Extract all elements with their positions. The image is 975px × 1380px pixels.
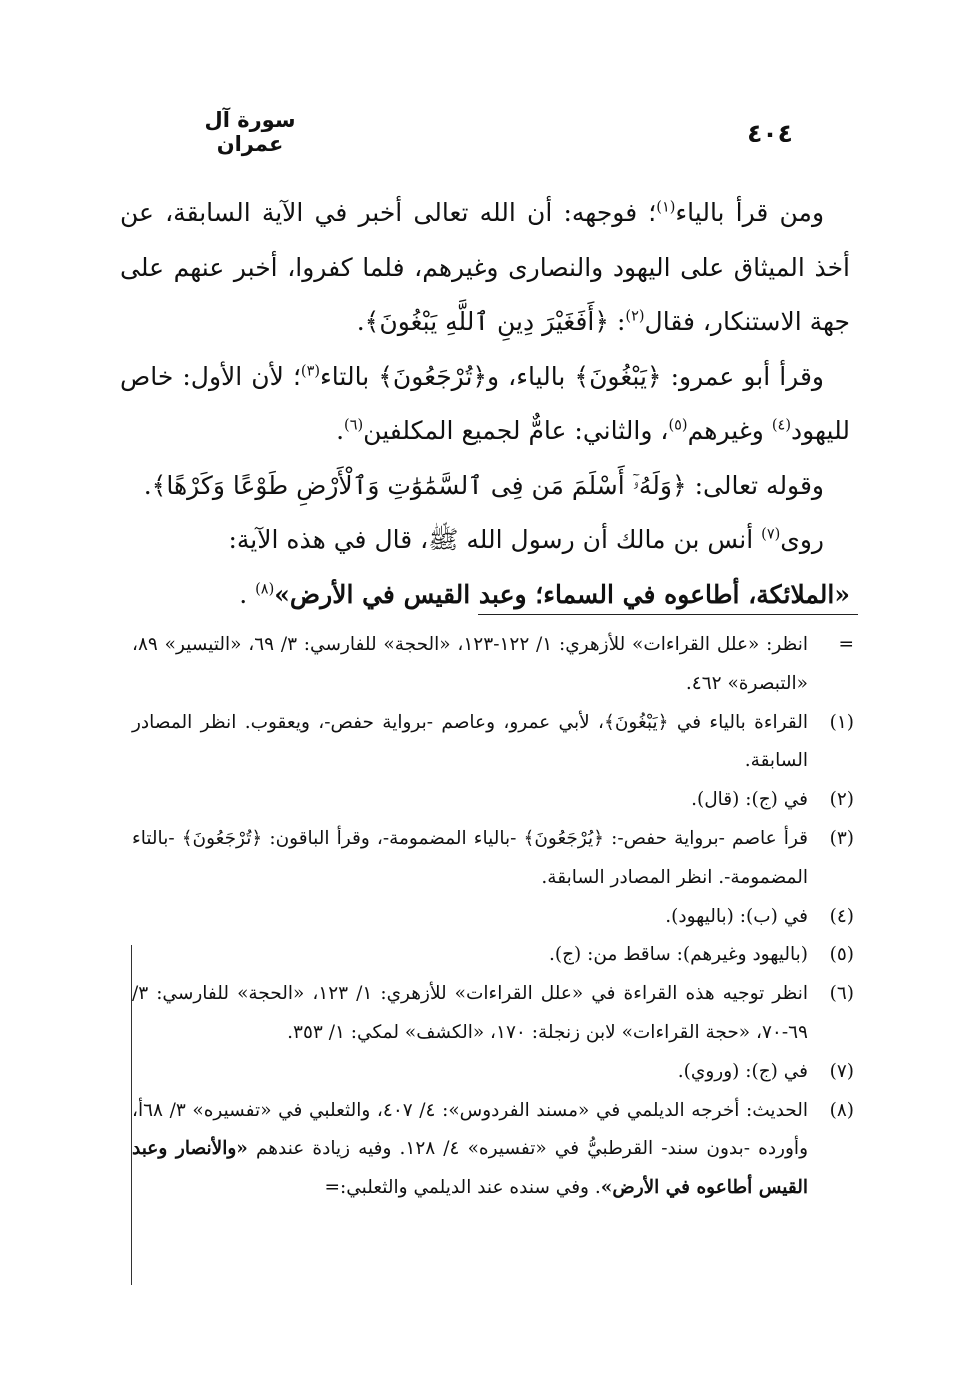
footnote-mark: = [838, 634, 854, 655]
footnotes [132, 626, 854, 1208]
footnote-ref-2: (٢) [625, 308, 645, 325]
footnote-continued [132, 626, 854, 704]
footnote-mark: (٤) [829, 905, 854, 927]
text-run: ، والثاني: عامٌّ لجميع المكلفين [363, 416, 669, 445]
text-run: الحديث: أخرجه الديلمي في «مسند الفردوس»: ٤/ ٤٠٧، والثعلبي في «تفسيره» ٣/ ٦٨أ، وأورده -بدون سند- القرطبيُّ في «تفسيره» ٤/ ١٢٨. وفيه زيادة عندهم [132, 1099, 809, 1160]
footnote-text: انظر: «علل القراءات» للأزهري: ١/ ١٢٢-١٢٣، «الحجة» للفارسي: ٣/ ٦٩، «التيسير» ٨٩، «التبصرة» ٤٦٢. [132, 634, 808, 694]
footnote-mark: (٧) [829, 1060, 854, 1082]
text-run: أنس بن مالك أن رسول الله ﷺ، قال في هذه الآية: [228, 525, 762, 554]
footnote-text: في (ج): (وروي). [677, 1060, 808, 1082]
bold-quote: «والأنصار وعبد القيس أطاعوه في الأرض» [132, 1138, 808, 1199]
running-title: سورة آل عمران [204, 108, 296, 156]
main-text [120, 186, 850, 622]
text-run: . [336, 416, 345, 445]
text-run: ؛ لأن الأول: خاص لليهود [120, 361, 850, 445]
footnote-mark: (٣) [829, 827, 854, 849]
quran-quote: : ﴿أَفَغَيْرَ دِينِ ٱللَّهِ يَبْغُونَ﴾. [356, 307, 626, 336]
text-run: . وفي سنده عند الديلمي والثعلبي:= [324, 1177, 601, 1199]
footnote-7 [132, 1053, 854, 1092]
footnote-text: القراءة بالياء في ﴿يَبْغُونَ﴾، لأبي عمرو، وعاصم -برواية حفص-، ويعقوب. انظر المصادر السابقة. [132, 711, 808, 772]
footnote-4 [132, 898, 854, 937]
footnote-mark: (٥) [829, 944, 854, 966]
text-run: روى [780, 525, 824, 554]
text-run: ومن قرأ بالياء [675, 198, 825, 227]
footnote-3 [132, 820, 854, 898]
paragraph-1 [120, 186, 850, 350]
footnote-text: (باليهود وغيرهم): ساقط من: (ج). [548, 944, 808, 966]
footnote-ref-1: (١) [656, 199, 676, 216]
footnote-8 [132, 1092, 854, 1208]
footnote-mark: (٢) [829, 789, 854, 811]
footnote-text: قرأ عاصم -برواية حفص-: ﴿يُرْجَعُونَ﴾ -بالياء المضمومة-، وقرأ الباقون: ﴿تُرْجَعُونَ﴾ -بالتاء المضمومة-. انظر المصادر السابقة. [132, 827, 808, 888]
footnote-ref-5: (٥) [668, 417, 688, 434]
footnote-text: انظر توجيه هذه القراءة في «علل القراءات» للأزهري: ١/ ١٢٣، «الحجة» للفارسي: ٣/ ٦٩-٧٠، «حجة القراءات» لابن زنجلة: ١٧٠، «الكشف» لمكي: ١/ ٣٥٣. [132, 983, 808, 1043]
hadith-quote: «الملائكة، أطاعوه في السماء؛ وعبد القيس في الأرض» [274, 579, 850, 609]
footnote-text [132, 1092, 808, 1208]
paragraph-2 [120, 350, 850, 459]
footnote-separator [478, 614, 858, 615]
footnote-text: في (ج): (قال). [691, 789, 808, 811]
footnote-6 [132, 975, 854, 1053]
footnote-ref-4: (٤) [771, 417, 791, 434]
footnote-5 [132, 936, 854, 975]
paragraph-4 [120, 513, 850, 622]
footnote-mark: (٨) [829, 1099, 854, 1121]
footnote-ref-6: (٦) [344, 417, 364, 434]
footnote-2 [132, 781, 854, 820]
footnote-mark: (١) [829, 711, 854, 733]
page-number: ٤٠٤ [747, 119, 793, 148]
footnote-text: في (ب): (باليهود). [665, 905, 808, 927]
text-run: وغيرهم [687, 416, 772, 445]
footnote-1 [132, 704, 854, 782]
text-run: ؛ فوجهه: أن الله تعالى أخبر في الآية السابقة، عن أخذ الميثاق على اليهود والنصارى وغيرهم، فلما كفروا، أخبر عنهم على جهة الاستنكار، فقال [120, 198, 850, 336]
text-run: وقرأ أبو عمرو: ﴿يَبْغُونَ﴾ بالياء، و﴿تُرْجَعُونَ﴾ بالتاء [320, 361, 824, 391]
footnote-ref-7: (٧) [761, 526, 781, 543]
footnote-ref-3: (٣) [300, 363, 321, 380]
footnote-mark: (٦) [829, 983, 854, 1005]
paragraph-3: وقوله تعالى: ﴿وَلَهُۥٓ أَسْلَمَ مَن فِى ٱلسَّمَٰوَٰتِ وَٱلْأَرْضِ طَوْعًا وَكَرْهًا﴾. [143, 470, 824, 500]
footnote-ref-8: (٨) [255, 581, 275, 598]
text-run: . [239, 579, 256, 609]
